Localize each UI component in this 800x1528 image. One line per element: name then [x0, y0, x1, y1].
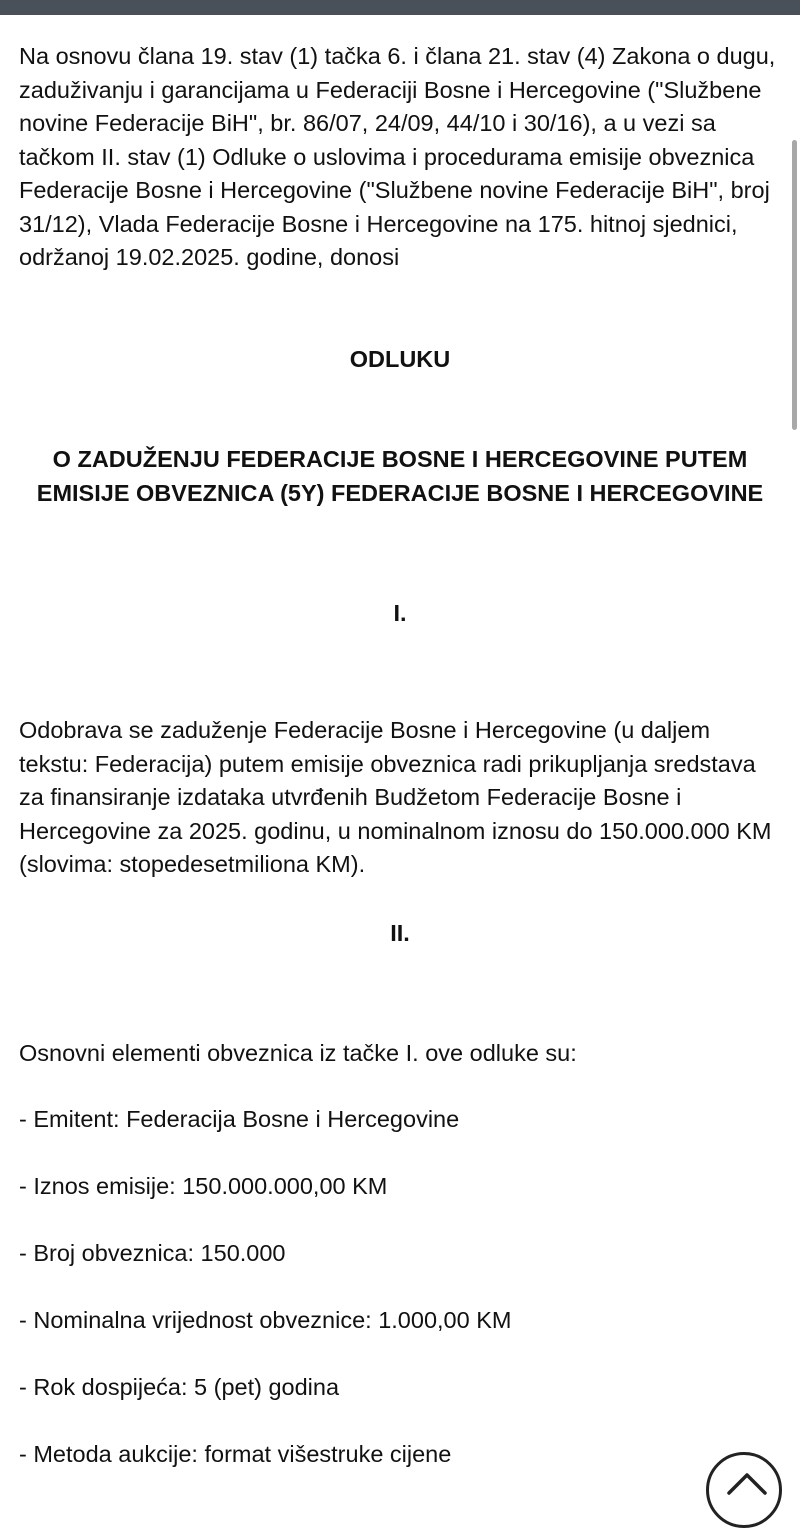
scroll-to-top-button[interactable] [706, 1452, 782, 1528]
list-item: - Iznos emisije: 150.000.000,00 KM [19, 1173, 388, 1199]
list-item: - Nominalna vrijednost obveznice: 1.000,00 KM [19, 1307, 512, 1333]
intro-paragraph: Na osnovu člana 19. stav (1) tačka 6. i člana 21. stav (4) Zakona o dugu, zaduživanju i garancijama u Federaciji Bosne i Hercegovine ("Službene novine Federacije BiH", br. 86/07, 24/09, 44/10 i 30/16), a u vezi sa tačkom II. stav (1) Odluke o uslovima i procedurama emisije obveznica Federacije Bosne i Hercegovine ("Službene novine Federacije BiH", broj 31/12), Vlada Federacije Bosne i Hercegovine na 175. hitnoj sjednici, održanoj 19.02.2025. godine, donosi [19, 43, 776, 270]
document-title: ODLUKU [349, 346, 451, 372]
section-1-paragraph: Odobrava se zaduženje Federacije Bosne i Hercegovine (u daljem tekstu: Federacija) putem emisije obveznica radi prikupljanja sredstava za finansiranje izdataka utvrđenih Budžetom Federacije Bosne i Hercegovine za 2025. godinu, u nominalnom iznosu do 150.000.000 KM (slovima: stopedesetmiliona KM). [19, 717, 772, 877]
list-item: - Emitent: Federacija Bosne i Hercegovine [19, 1106, 460, 1132]
document-subtitle-line1: O ZADUŽENJU FEDERACIJE BOSNE I HERCEGOVINE PUTEM [52, 446, 748, 472]
list-item: - Broj obveznica: 150.000 [19, 1240, 286, 1266]
chevron-up-icon [725, 1467, 769, 1497]
list-item: - Rok dospijeća: 5 (pet) godina [19, 1374, 340, 1400]
section-1-heading: I. [393, 600, 407, 626]
section-2-intro: Osnovni elementi obveznica iz tačke I. ove odluke su: [19, 1040, 577, 1066]
document-subtitle-line2: EMISIJE OBVEZNICA (5Y) FEDERACIJE BOSNE I HERCEGOVINE [36, 480, 764, 506]
list-item: - Metoda aukcije: format višestruke cijene [19, 1441, 452, 1467]
scrollbar-thumb[interactable] [792, 140, 797, 430]
top-bar [0, 0, 800, 15]
section-2-heading: II. [390, 920, 410, 946]
